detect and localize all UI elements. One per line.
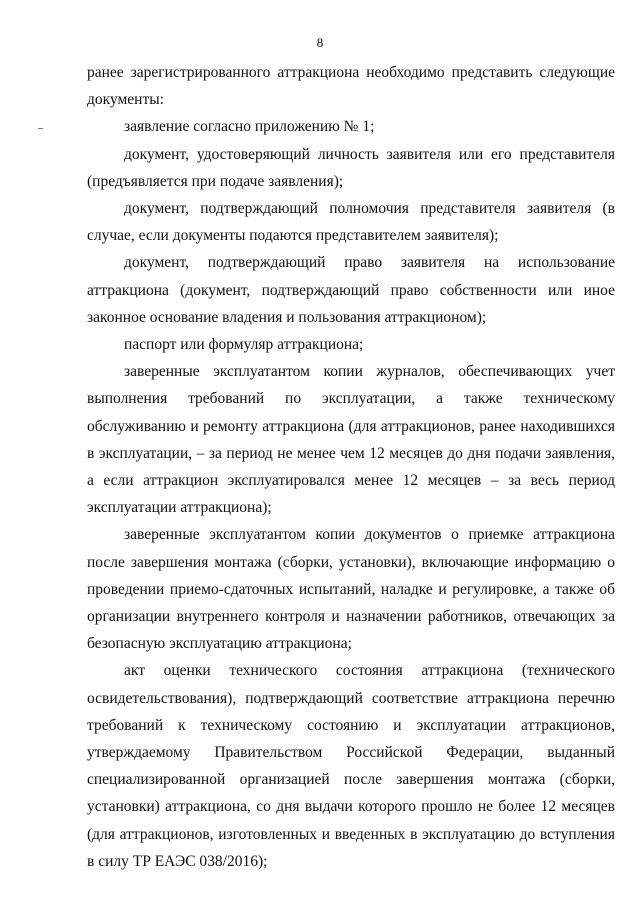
paragraph-logbooks: заверенные эксплуатантом копии журналов, обеспечивающих учет выполнения требований по эксплуатации, а также техническому обслуживанию и ремонту аттракциона (для аттракционов, ранее находившихся в эксплуатации, – за период не менее чем 12 месяцев до дня подачи заявления, а если аттракцион эксплуатировался менее 12 месяцев – за весь период эксплуатации аттракциона); [87,363,615,517]
paragraph-identity-document: документ, удостоверяющий личность заявителя или его представителя (предъявляется при подаче заявления); [87,145,615,190]
margin-mark [38,128,43,129]
paragraph-acceptance-documents: заверенные эксплуатантом копии документов о приемке аттракциона после завершения монтажа (сборки, установки), включающие информацию о проведении приемо-сдаточных испытаний, наладке и регулировке, а также об организации внутреннего контроля и назначении работников, отвечающих за безопасную эксплуатацию аттракциона; [87,526,615,653]
paragraph-intro: ранее зарегистрированного аттракциона необходимо представить следующие документы: [87,64,615,109]
page-number: 8 [316,35,324,50]
paragraph-passport: паспорт или формуляр аттракциона; [124,336,364,354]
paragraph-application: заявление согласно приложению № 1; [124,118,375,136]
paragraph-usage-right: документ, подтверждающий право заявителя на использование аттракциона (документ, подтверждающий право собственности или иное законное основание владения и пользования аттракционом); [87,254,615,326]
paragraph-technical-assessment: акт оценки технического состояния аттракциона (технического освидетельствования), подтверждающий соответствие аттракциона перечню требований к техническому состоянию и эксплуатации аттракционов, утверждаемому Правительством Российской Федерации, выданный специализированной организацией после завершения монтажа (сборки, установки) аттракциона, со дня выдачи которого прошло не более 12 месяцев (для аттракционов, изготовленных и введенных в эксплуатацию до вступления в силу ТР ЕАЭС 038/2016); [87,662,615,870]
document-body [87,59,615,875]
paragraph-representative-authority: документ, подтверждающий полномочия представителя заявителя (в случае, если документы подаются представителем заявителя); [87,200,615,245]
